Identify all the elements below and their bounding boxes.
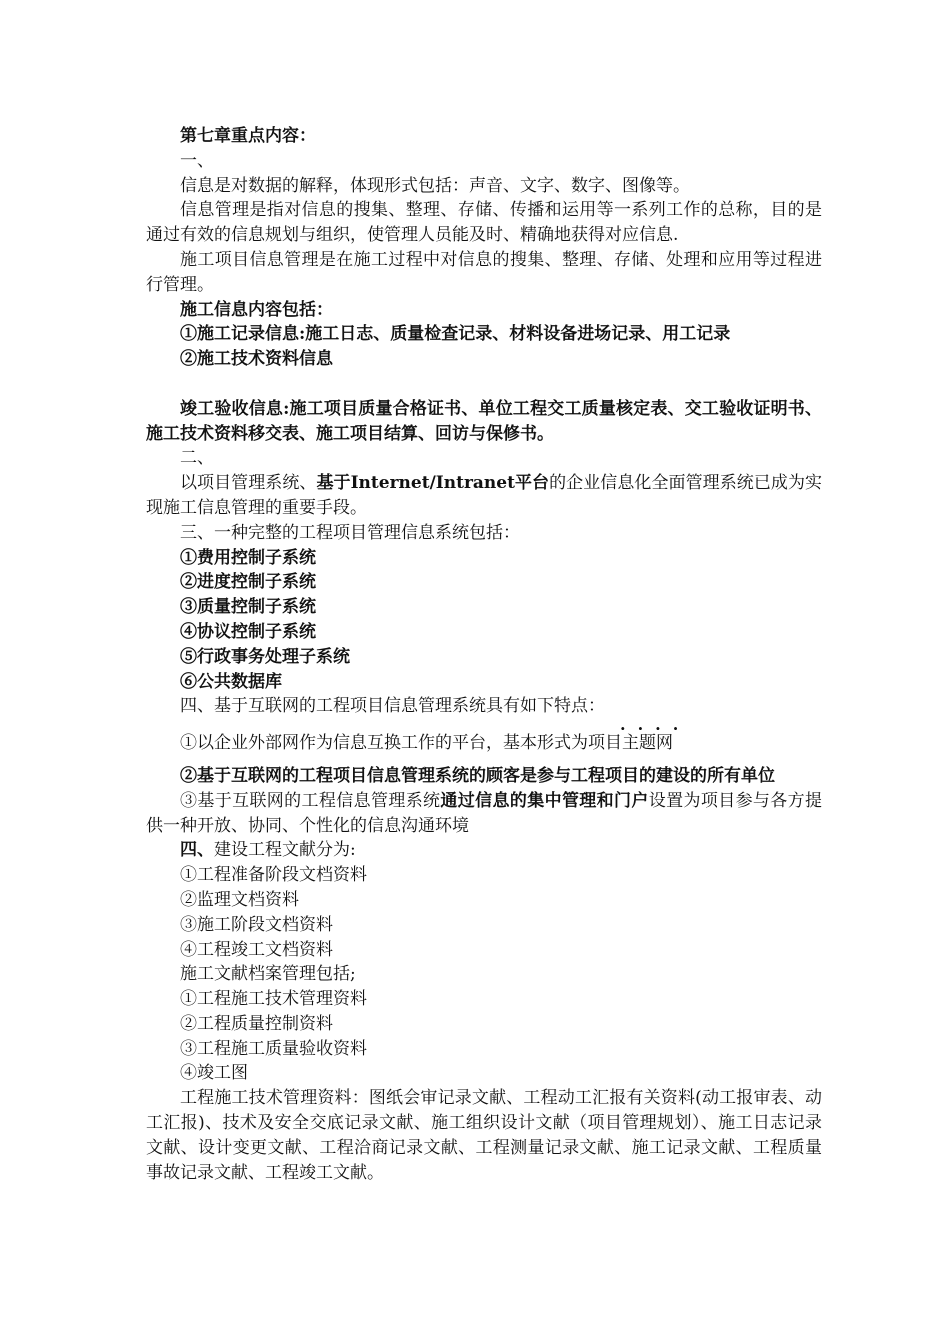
doc-type-item: ③施工阶段文档资料 [180,914,333,935]
content-heading: 施工信息内容包括： [180,299,333,320]
emphasis-dots: .... [620,715,691,735]
doc-type-item: ②监理文档资料 [180,889,299,910]
section-two-text: 的企业信息化全面管理系统已成为实现施工信息管理的重要手段。 [146,473,823,518]
subsystem-item: ①费用控制子系统 [180,547,316,568]
archive-item: ③工程施工质量验收资料 [180,1038,367,1059]
blank-line [146,372,822,397]
section-one-heading: 一、 [180,150,214,171]
feature-text: 设置为项目参与各方提供一种开放、协同、个性化的信息沟通环境 [146,790,823,836]
subsystem-item: ⑤行政事务处理子系统 [180,646,350,667]
doc-type-item: ④工程竣工文档资料 [180,939,333,960]
subsystem-item: ②进度控制子系统 [180,572,316,593]
project-info-paragraph: 施工项目信息管理是在施工过程中对信息的搜集、整理、存储、处理和应用等过程进行管理。 [146,249,822,295]
section-two-heading: 二、 [180,448,214,469]
archive-item: ①工程施工技术管理资料 [180,989,367,1010]
chapter-title: 第七章重点内容： [180,126,316,146]
subsystem-item: ⑥公共数据库 [180,671,282,692]
feature-item: ①以企业外部网作为信息互换工作的平台，基本形式为项目主题网 [180,733,673,754]
document-body [146,124,822,1185]
archive-item: ④竣工图 [180,1063,248,1084]
doc-types-number: 四、 [180,840,214,861]
tech-docs-paragraph: 工程施工技术管理资料：图纸会审记录文献、工程动工汇报有关资料(动工报审表、动工汇报)、技术及安全交底记录文献、施工组织设计文献（项目管理规划）、施工日志记录文献、设计变更文献、工程洽商记录文献、工程测量记录文献、施工记录文献、工程质量事故记录文献、工程竣工文献。 [146,1088,822,1183]
section-four-heading: 四、基于互联网的工程项目信息管理系统具有如下特点： [180,696,605,717]
info-definition: 信息是对数据的解释，体现形式包括：声音、文字、数字、图像等。 [180,175,690,196]
archive-item: ②工程质量控制资料 [180,1013,333,1034]
feature-item [146,789,822,839]
subsystem-item: ③质量控制子系统 [180,597,316,618]
archive-heading: 施工文献档案管理包括; [180,964,356,985]
feature-item: ②基于互联网的工程项目信息管理系统的顾客是参与工程项目的建设的所有单位 [180,765,775,786]
doc-type-item: ①工程准备阶段文档资料 [180,865,367,886]
subsystem-item: ④协议控制子系统 [180,621,316,642]
doc-types-title: 建设工程文献分为: [214,840,356,861]
section-two-paragraph [146,471,822,521]
content-item: ①施工记录信息:施工日志、质量检查记录、材料设备进场记录、用工记录 [180,324,731,345]
info-management-paragraph: 信息管理是指对信息的搜集、整理、存储、传播和运用等一系列工作的总称，目的是通过有效的信息规划与组织，使管理人员能及时、精确地获得对应信息. [146,200,822,246]
doc-types-heading [146,838,822,863]
section-two-highlight: 基于Internet/Intranet平台 [316,473,550,494]
acceptance-paragraph: 竣工验收信息:施工项目质量合格证书、单位工程交工质量核定表、交工验收证明书、施工技术资料移交表、施工项目结算、回访与保修书。 [146,398,822,444]
content-item: ②施工技术资料信息 [180,349,333,370]
section-three-heading: 三、一种完整的工程项目管理信息系统包括： [180,522,520,543]
feature-highlight: 通过信息的集中管理和门户 [440,790,649,811]
feature-text: ③基于互联网的工程信息管理系统 [180,790,441,811]
section-two-text: 以项目管理系统、 [180,473,317,494]
blank-line [146,756,822,764]
